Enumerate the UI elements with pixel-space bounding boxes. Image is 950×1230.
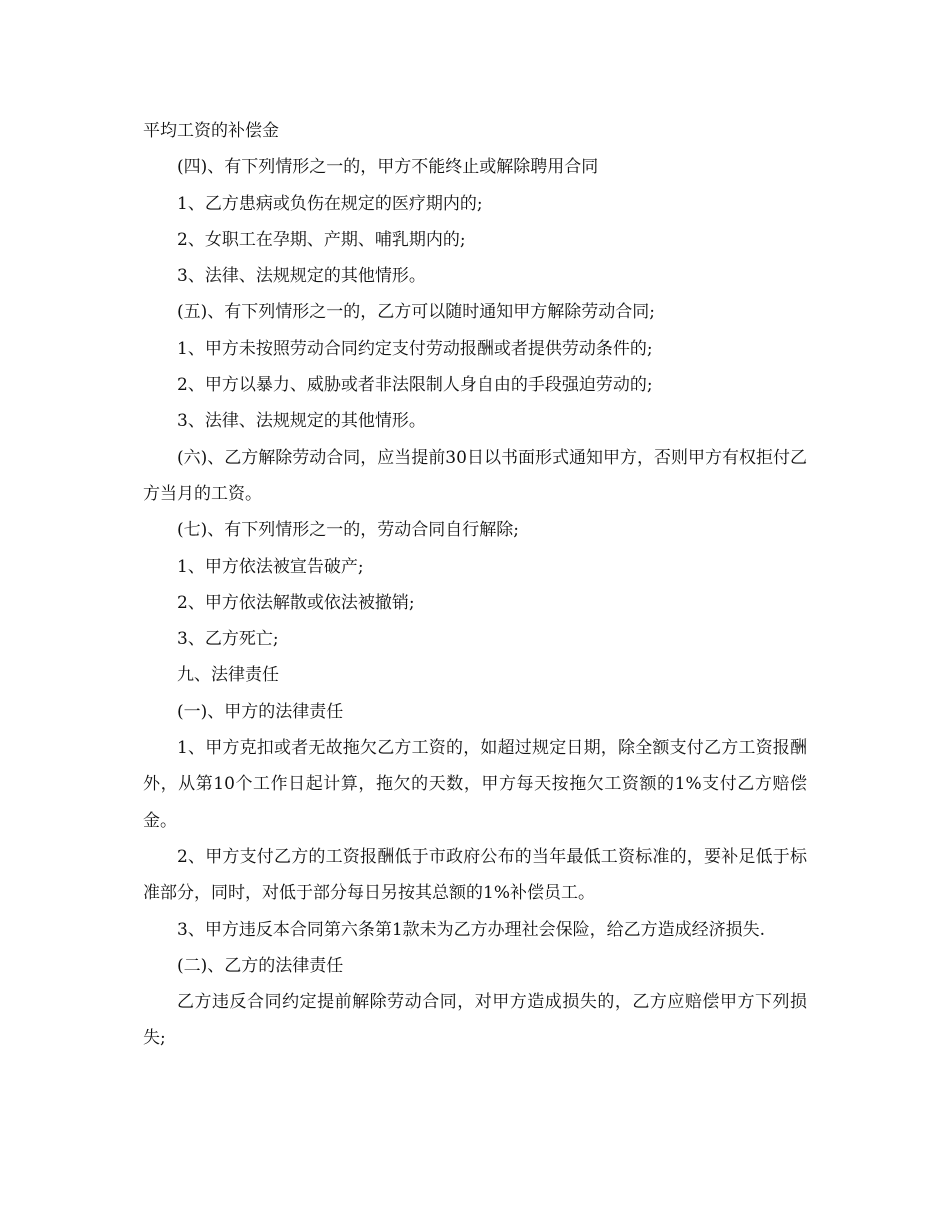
paragraph-section-4-item-2: 2、女职工在孕期、产期、哺乳期内的; [177, 229, 466, 250]
paragraph-section-5-heading: (五)、有下列情形之一的，乙方可以随时通知甲方解除劳动合同; [177, 302, 655, 323]
paragraph-party-a-liability-item-2: 2、甲方支付乙方的工资报酬低于市政府公布的当年最低工资标准的，要补足低于标准部分，同时，对低于部分每日另按其总额的1%补偿员工。 [143, 846, 807, 904]
paragraph-party-b-liability-body: 乙方违反合同约定提前解除劳动合同，对甲方造成损失的，乙方应赔偿甲方下列损失; [143, 992, 807, 1049]
paragraph-section-6: (六)、乙方解除劳动合同，应当提前30日以书面形式通知甲方，否则甲方有权拒付乙方当月的工资。 [143, 447, 807, 504]
paragraph-section-7-item-2: 2、甲方依法解散或依法被撤销; [177, 592, 415, 613]
paragraph-section-7-heading: (七)、有下列情形之一的，劳动合同自行解除; [177, 520, 519, 541]
paragraph-section-5-item-3: 3、法律、法规规定的其他情形。 [177, 411, 426, 432]
paragraph-section-5-item-2: 2、甲方以暴力、威胁或者非法限制人身自由的手段强迫劳动的; [177, 375, 653, 396]
paragraph-party-a-liability-item-3: 3、甲方违反本合同第六条第1款未为乙方办理社会保险，给乙方造成经济损失. [177, 919, 766, 940]
document-body [143, 113, 807, 1057]
paragraph-section-4-heading: (四)、有下列情形之一的，甲方不能终止或解除聘用合同 [177, 157, 599, 178]
paragraph-party-a-liability-heading: (一)、甲方的法律责任 [177, 701, 344, 722]
paragraph-section-4-item-3: 3、法律、法规规定的其他情形。 [177, 266, 426, 287]
paragraph-compensation-tail: 平均工资的补偿金 [143, 121, 279, 141]
paragraph-section-4-item-1: 1、乙方患病或负伤在规定的医疗期内的; [177, 193, 483, 214]
heading-legal-liability: 九、法律责任 [177, 665, 279, 686]
paragraph-party-a-liability-item-1: 1、甲方克扣或者无故拖欠乙方工资的，如超过规定日期，除全额支付乙方工资报酬外，从第10个工作日起计算，拖欠的天数，甲方每天按拖欠工资额的1%支付乙方赔偿金。 [143, 738, 807, 831]
paragraph-section-5-item-1: 1、甲方未按照劳动合同约定支付劳动报酬或者提供劳动条件的; [177, 338, 653, 359]
paragraph-party-b-liability-heading: (二)、乙方的法律责任 [177, 955, 344, 976]
paragraph-section-7-item-1: 1、甲方依法被宣告破产; [177, 556, 364, 577]
paragraph-section-7-item-3: 3、乙方死亡; [177, 629, 279, 650]
